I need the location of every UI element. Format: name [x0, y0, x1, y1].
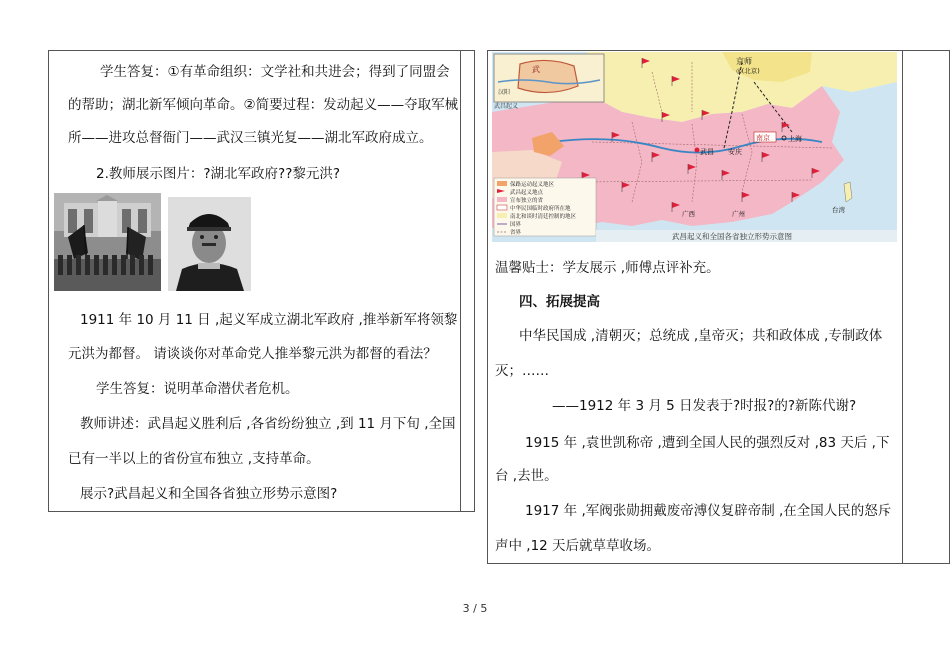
map-label-anqing: 安庆 [728, 148, 742, 156]
wuchang-uprising-map [492, 52, 897, 242]
map-label-beijing: ◎(北京) [736, 67, 760, 75]
legend-item-3: 宣布独立的省 [510, 198, 544, 204]
right-table-divider [902, 50, 903, 564]
legend-item-5: 南北和谈时清廷控制的地区 [510, 214, 577, 220]
left-table-divider [460, 50, 461, 512]
map-label-hanyang: 汉阳 [498, 89, 511, 96]
zhang-xun-line-1: 1917 年 ,军阀张勋拥戴废帝溥仪复辟帝制 ,在全国人民的怒斥 [525, 503, 892, 519]
yuan-shikai-line-1: 1915 年 ,袁世凯称帝 ,遭到全国人民的强烈反对 ,83 天后 ,下 [525, 435, 890, 451]
map-label-guangzhou: 广州 [732, 210, 745, 218]
student-answer-line-3: 所——进攻总督衙门——武汉三镇光复——湖北军政府成立。 [68, 130, 433, 146]
li-yuanhong-portrait [168, 197, 251, 291]
map-label-shanghai: 上海 [788, 135, 802, 143]
quote-line-1: 中华民国成 ,清朝灭；总统成 ,皇帝灭；共和政体成 ,专制政体 [519, 328, 883, 344]
legend-item-1: 保路运动起义地区 [510, 182, 555, 188]
student-answer-crisis: 学生答复：说明革命潜伏者危机。 [96, 381, 299, 397]
warm-tip: 温馨贴士：学友展示 ,师傅点评补充。 [495, 260, 720, 276]
student-answer-line-2: 的帮助；湖北新军倾向革命。②简要过程：发动起义——夺取军械 [68, 97, 459, 113]
legend-item-2: 武昌起义地点 [510, 190, 544, 196]
map-label-wu: 武 [532, 65, 540, 74]
map-label-wuchang: 武昌 [700, 148, 714, 156]
section-heading-extension: 四、拓展提高 [519, 294, 600, 310]
legend-item-4: 中华民国临时政府所在地 [510, 206, 571, 212]
hubei-government-line-1: 1911 年 10 月 11 日 ,起义军成立湖北军政府 ,推举新军将领黎 [80, 312, 458, 328]
map-label-wuchang-uprising: 武昌起义 [494, 103, 519, 110]
quote-line-2: 灭；…… [495, 363, 549, 379]
legend-item-7: 省界 [510, 230, 522, 236]
quote-source: ——1912 年 3 月 5 日发表于?时报?的?新陈代谢? [552, 398, 857, 414]
map-label-jingshi: 京师 [736, 57, 752, 66]
show-map-instruction: 展示?武昌起义和全国各省独立形势示意图? [80, 486, 338, 502]
zhang-xun-line-2: 声中 ,12 天后就草草收场。 [495, 538, 661, 554]
teacher-show-pictures: 2.教师展示图片：?湖北军政府??黎元洪? [96, 166, 341, 182]
map-label-guangxi: 广西 [682, 210, 695, 218]
legend-item-6: 国界 [510, 222, 522, 228]
hubei-military-government-photo [54, 193, 161, 291]
hubei-government-line-2: 元洪为都督。 请谈谈你对革命党人推举黎元洪为都督的看法？ [68, 346, 437, 362]
teacher-lecture-line-1: 教师讲述：武昌起义胜利后 ,各省纷纷独立 ,到 11 月下旬 ,全国 [80, 416, 456, 432]
student-answer-line-1: 学生答复：①有革命组织：文学社和共进会；得到了同盟会 [100, 64, 450, 80]
map-caption: 武昌起义和全国各省独立形势示意图 [672, 232, 792, 241]
map-label-taiwan: 台湾 [832, 206, 845, 214]
yuan-shikai-line-2: 台 ,去世。 [495, 468, 558, 484]
map-label-nanjing: 南京 [756, 134, 770, 142]
page-number: 3 / 5 [462, 602, 488, 615]
teacher-lecture-line-2: 已有一半以上的省份宣布独立 ,支持革命。 [68, 451, 320, 467]
